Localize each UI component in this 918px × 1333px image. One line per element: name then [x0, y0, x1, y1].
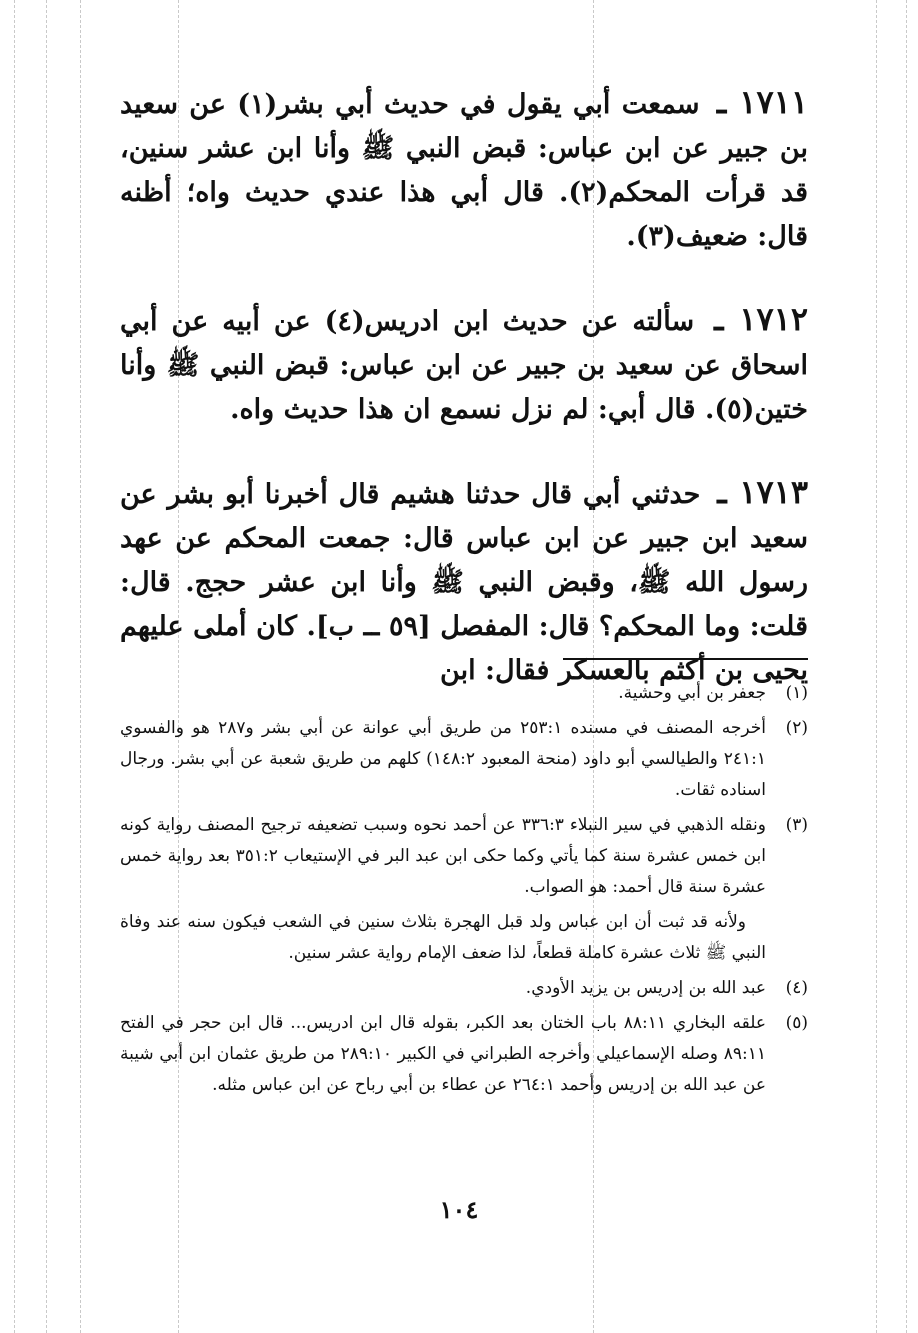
footnote-marker: (٤) — [785, 978, 808, 998]
paragraph-number: ١٧١٢ ـ — [714, 300, 808, 338]
footnote-text: عبد الله بن إدريس بن يزيد الأودي. — [525, 978, 766, 998]
margin-guide — [906, 0, 907, 1333]
footnote-marker: (٣) — [785, 815, 808, 835]
footnote-2 — [120, 713, 808, 806]
footnote-3-continuation: ولأنه قد ثبت أن ابن عباس ولد قبل الهجرة بثلاث سنين في الشعب فيكون سنه عند وفاة النبي ﷺ ثلاث عشرة كاملة قطعاً، لذا ضعف الإمام رواية عشر سنين. — [120, 912, 766, 963]
paragraph-number: ١٧١٣ ـ — [717, 473, 809, 511]
paragraph-1711 — [120, 80, 808, 259]
page-number: ١٠٤ — [439, 1195, 479, 1224]
paragraph-text: سألته عن حديث ابن ادريس(٤) عن أبيه عن أبي اسحاق عن سعيد بن جبير عن ابن عباس: قبض النبي ﷺ وأنا ختين(٥). قال أبي: لم نزل نسمع ان هذا حديث واه. — [120, 306, 808, 425]
margin-guide — [80, 0, 81, 1333]
footnotes — [120, 678, 808, 1105]
footnote-text: أخرجه المصنف في مسنده ٢٥٣:١ من طريق أبي عوانة عن أبي بشر و٢٨٧ هو والفسوي ٢٤١:١ والطيالسي أبو داود (منحة المعبود ١٤٨:٢) كلهم من طريق شعبة عن أبي بشر. ورجال اسناده ثقات. — [120, 718, 767, 800]
main-text — [120, 80, 808, 731]
footnote-5 — [120, 1008, 808, 1101]
footnote-1 — [120, 678, 808, 709]
paragraph-text: سمعت أبي يقول في حديث أبي بشر(١) عن سعيد بن جبير عن ابن عباس: قبض النبي ﷺ وأنا ابن عشر سنين، قد قرأت المحكم(٢). قال أبي هذا عندي حديث واه؛ أظنه قال: ضعيف(٣). — [120, 89, 808, 252]
margin-guide — [14, 0, 15, 1333]
margin-guide — [46, 0, 47, 1333]
paragraph-number: ١٧١١ ـ — [716, 83, 808, 121]
footnote-marker: (٢) — [785, 718, 808, 738]
margin-guide — [876, 0, 877, 1333]
footnote-text: ونقله الذهبي في سير النبلاء ٣٣٦:٣ عن أحمد نحوه وسبب تضعيفه ترجيح المصنف رواية كونه ابن خمس عشرة سنة كما يأتي وكما حكى ابن عبد البر في الإستيعاب ٣٥١:٢ بعد رواية خمس عشرة سنة قال أحمد: هو الصواب. — [120, 815, 766, 897]
footnote-3 — [120, 810, 808, 903]
footnote-4 — [120, 973, 808, 1004]
footnote-separator — [563, 658, 808, 660]
footnote-text: علقه البخاري ٨٨:١١ باب الختان بعد الكبر، بقوله قال ابن ادريس... قال ابن حجر في الفتح ٨٩:١١ وصله الإسماعيلي وأخرجه الطبراني في الكبير ٢٨٩:١٠ من طريق عثمان ابن أبي شيبة عن عبد الله بن إدريس وأحمد ٢٦٤:١ عن عطاء بن أبي رباح عن ابن عباس مثله. — [120, 1013, 766, 1095]
footnote-marker: (١) — [785, 683, 808, 703]
footnote-marker: (٥) — [785, 1013, 808, 1033]
paragraph-1712 — [120, 297, 808, 432]
footnote-text: جعفر بن أبي وحشية. — [618, 683, 766, 703]
paragraph-text: حدثني أبي قال حدثنا هشيم قال أخبرنا أبو بشر عن سعيد ابن جبير عن ابن عباس قال: جمعت المحكم عن عهد رسول الله ﷺ، وقبض النبي ﷺ وأنا ابن عشر حجج. قال: قلت: وما المحكم؟ قال: المفصل [٥٩ ــ ب]. كان أملى عليهم يحيى بن أكثم بالعسكر فقال: ابن — [120, 479, 808, 686]
